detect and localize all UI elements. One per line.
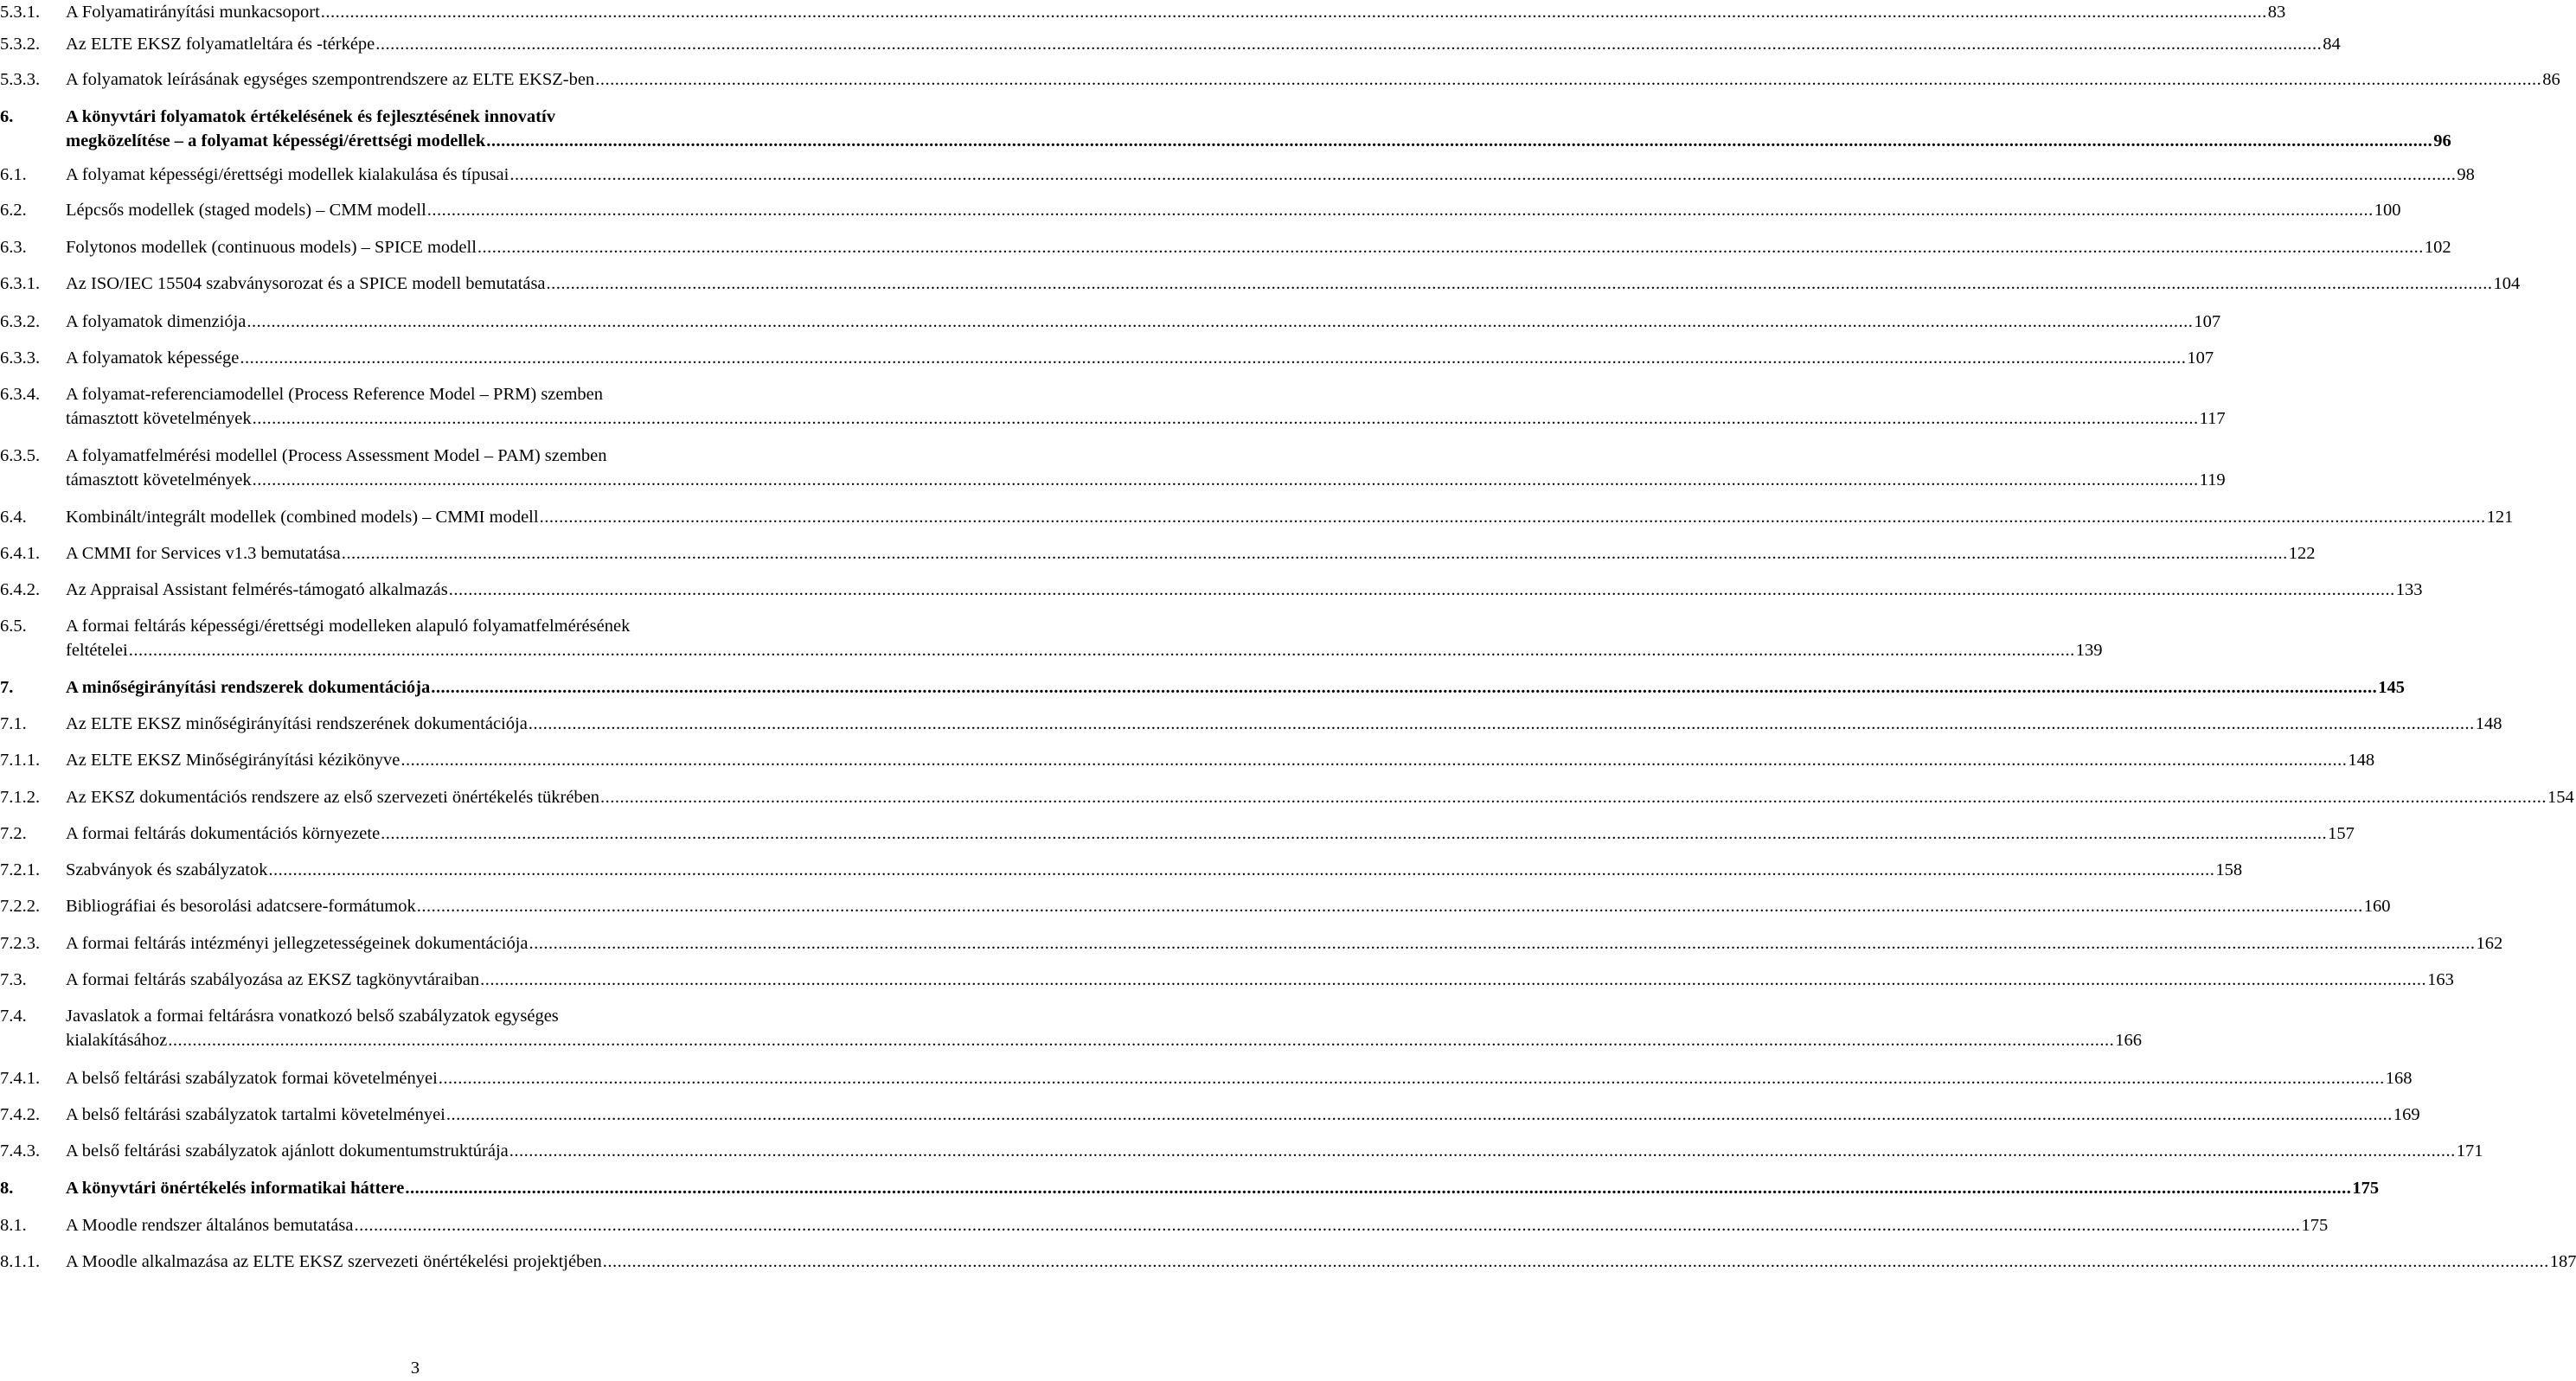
- toc-entry-page: 122: [2288, 544, 2316, 563]
- dot-leader: ................................................................................................................................................................................................................................................................................................................................................................................................................: [252, 409, 2199, 428]
- toc-entry[interactable]: [0, 310, 2221, 334]
- toc-entry-number: 7.2.3.: [0, 934, 41, 953]
- toc-entry-title: A folyamatfelmérési modellel (Process Assessment Model – PAM) szemben: [66, 446, 607, 465]
- toc-entry-number: 7.4.1.: [0, 1069, 41, 1088]
- toc-entry-page: 175: [2301, 1216, 2329, 1235]
- toc-entry[interactable]: [0, 32, 2341, 56]
- toc-entry-title: A Folyamatirányítási munkacsoport: [66, 3, 320, 22]
- toc-entry-title: Kombinált/integrált modellek (combined models) – CMMI modell: [66, 508, 539, 527]
- toc-entry-number: 7.: [0, 678, 14, 697]
- dot-leader: ................................................................................................................................................................................................................................................................................................................................................................................................................: [529, 934, 2476, 953]
- toc-entry-number: 6.3.5.: [0, 446, 41, 465]
- toc-entry-page: 84: [2323, 35, 2341, 54]
- toc-entry-page: 154: [2547, 788, 2574, 807]
- dot-leader: ................................................................................................................................................................................................................................................................................................................................................................................................................: [438, 1069, 2385, 1088]
- toc-entry-title: Az ISO/IEC 15504 szabványsorozat és a SPICE modell bemutatása: [66, 274, 546, 293]
- toc-entry-page: 158: [2215, 860, 2243, 879]
- toc-entry-number: 7.4.: [0, 1007, 27, 1026]
- dot-leader: ................................................................................................................................................................................................................................................................................................................................................................................................................: [268, 860, 2215, 879]
- toc-entry-number: 7.1.1.: [0, 751, 41, 770]
- toc-entry-number: 6.: [0, 107, 14, 126]
- toc-entry-title: Az ELTE EKSZ minőségirányítási rendszerének dokumentációja: [66, 714, 528, 733]
- toc-entry[interactable]: [0, 578, 2423, 602]
- toc-entry-number: 8.1.1.: [0, 1252, 41, 1271]
- toc-entry[interactable]: [0, 444, 2226, 492]
- dot-leader: ................................................................................................................................................................................................................................................................................................................................................................................................................: [354, 1216, 2301, 1235]
- toc-entry[interactable]: [0, 894, 2391, 918]
- toc-entry-number: 6.3.1.: [0, 274, 41, 293]
- toc-entry-title: A könyvtári folyamatok értékelésének és fejlesztésének innovatív: [66, 107, 555, 126]
- toc-entry-title: A folyamatok leírásának egységes szempontrendszere az ELTE EKSZ-ben: [66, 70, 595, 89]
- toc-entry[interactable]: [0, 675, 2405, 700]
- dot-leader: ................................................................................................................................................................................................................................................................................................................................................................................................................: [448, 580, 2395, 599]
- toc-entry-title: A formai feltárás szabályozása az EKSZ tagkönyvtáraiban: [66, 970, 480, 989]
- toc-entry-title: A könyvtári önértékelés informatikai háttere: [66, 1179, 405, 1198]
- dot-leader: ................................................................................................................................................................................................................................................................................................................................................................................................................: [546, 274, 2493, 293]
- toc-entry-number: 7.2.2.: [0, 897, 41, 916]
- toc-entry[interactable]: [0, 541, 2316, 566]
- toc-entry-number: 6.1.: [0, 165, 27, 184]
- toc-entry-title: támasztott követelmények: [66, 409, 252, 428]
- dot-leader: ................................................................................................................................................................................................................................................................................................................................................................................................................: [405, 1179, 2352, 1198]
- toc-entry[interactable]: [0, 1103, 2420, 1127]
- toc-entry-title: A belső feltárási szabályzatok formai követelményei: [66, 1069, 438, 1088]
- toc-entry[interactable]: [0, 105, 2451, 153]
- toc-entry[interactable]: [0, 1139, 2483, 1163]
- toc-entry-page: 104: [2493, 274, 2521, 293]
- dot-leader: ................................................................................................................................................................................................................................................................................................................................................................................................................: [247, 312, 2194, 331]
- toc-entry[interactable]: [0, 931, 2503, 956]
- toc-entry-number: 7.4.3.: [0, 1141, 41, 1160]
- toc-entry[interactable]: [0, 1004, 2143, 1052]
- toc-entry[interactable]: [0, 67, 2560, 92]
- toc-entry-page: 100: [2374, 201, 2401, 220]
- toc-entry-number: 8.1.: [0, 1216, 27, 1235]
- toc-entry-page: 157: [2328, 824, 2355, 843]
- toc-entry-title: támasztott követelmények: [66, 470, 252, 489]
- toc-entry-title: Szabványok és szabályzatok: [66, 860, 268, 879]
- toc-entry-title: A formai feltárás képességi/érettségi modelleken alapuló folyamatfelmérésének: [66, 617, 631, 636]
- toc-entry[interactable]: [0, 272, 2521, 296]
- toc-entry-number: 7.3.: [0, 970, 27, 989]
- toc-entry-title: A folyamat képességi/érettségi modellek kialakulása és típusai: [66, 165, 509, 184]
- toc-entry-page: 86: [2542, 70, 2560, 89]
- dot-leader: ................................................................................................................................................................................................................................................................................................................................................................................................................: [528, 714, 2475, 733]
- toc-entry-title: Bibliográfiai és besorolási adatcsere-formátumok: [66, 897, 416, 916]
- toc-entry-title: A folyamatok dimenziója: [66, 312, 247, 331]
- dot-leader: ................................................................................................................................................................................................................................................................................................................................................................................................................: [252, 470, 2199, 489]
- dot-leader: ................................................................................................................................................................................................................................................................................................................................................................................................................: [431, 678, 2378, 697]
- toc-entry-page: 166: [2115, 1031, 2143, 1050]
- dot-leader: ................................................................................................................................................................................................................................................................................................................................................................................................................: [426, 201, 2374, 220]
- toc-entry-page: 139: [2075, 641, 2103, 660]
- toc-entry-number: 6.3.: [0, 238, 27, 257]
- toc-entry[interactable]: [0, 1066, 2413, 1090]
- dot-leader: ................................................................................................................................................................................................................................................................................................................................................................................................................: [320, 3, 2267, 22]
- toc-entry-title: A folyamat-referenciamodellel (Process Reference Model – PRM) szemben: [66, 385, 604, 404]
- toc-entry-title: A folyamatok képessége: [66, 348, 240, 368]
- toc-entry-title: Folytonos modellek (continuous models) – SPICE modell: [66, 238, 477, 257]
- dot-leader: ................................................................................................................................................................................................................................................................................................................................................................................................................: [341, 544, 2288, 563]
- toc-entry-title: kialakításához: [66, 1031, 168, 1050]
- toc-entry-page: 171: [2456, 1141, 2483, 1160]
- toc-entry-page: 169: [2393, 1105, 2420, 1124]
- toc-entry-title: Az ELTE EKSZ folyamatleltára és -térképe: [66, 35, 375, 54]
- dot-leader: ................................................................................................................................................................................................................................................................................................................................................................................................................: [381, 824, 2328, 843]
- toc-entry-title: A Moodle rendszer általános bemutatása: [66, 1216, 354, 1235]
- toc-entry-number: 6.4.: [0, 508, 27, 527]
- dot-leader: ................................................................................................................................................................................................................................................................................................................................................................................................................: [477, 238, 2424, 257]
- dot-leader: ................................................................................................................................................................................................................................................................................................................................................................................................................: [128, 641, 2075, 660]
- toc-entry-number: 7.1.2.: [0, 788, 41, 807]
- toc-entry[interactable]: [0, 1250, 2576, 1274]
- page-number: 3: [410, 1359, 420, 1378]
- dot-leader: ................................................................................................................................................................................................................................................................................................................................................................................................................: [480, 970, 2427, 989]
- toc-entry-title: A CMMI for Services v1.3 bemutatása: [66, 544, 341, 563]
- toc-entry-number: 6.3.4.: [0, 385, 41, 404]
- toc-entry[interactable]: [0, 0, 2286, 24]
- dot-leader: ................................................................................................................................................................................................................................................................................................................................................................................................................: [486, 131, 2433, 150]
- dot-leader: ................................................................................................................................................................................................................................................................................................................................................................................................................: [375, 35, 2323, 54]
- toc-entry-number: 6.2.: [0, 201, 27, 220]
- toc-entry[interactable]: [0, 712, 2502, 736]
- toc-entry-number: 5.3.1.: [0, 3, 41, 22]
- toc-entry-title: A belső feltárási szabályzatok tartalmi követelményei: [66, 1105, 445, 1124]
- toc-entry[interactable]: [0, 235, 2451, 259]
- toc-entry[interactable]: [0, 968, 2454, 992]
- toc-entry-page: 119: [2199, 470, 2226, 489]
- toc-entry-page: 187: [2549, 1252, 2576, 1271]
- toc-entry-page: 162: [2476, 934, 2503, 953]
- toc-entry[interactable]: [0, 822, 2355, 846]
- toc-entry-number: 8.: [0, 1179, 14, 1198]
- toc-entry-page: 148: [2348, 751, 2375, 770]
- toc-entry-number: 6.4.2.: [0, 580, 41, 599]
- toc-entry-page: 98: [2457, 165, 2475, 184]
- dot-leader: ................................................................................................................................................................................................................................................................................................................................................................................................................: [445, 1105, 2393, 1124]
- toc-entry[interactable]: [0, 505, 2514, 529]
- toc-entry[interactable]: [0, 614, 2103, 662]
- toc-entry-number: 6.4.1.: [0, 544, 41, 563]
- dot-leader: ................................................................................................................................................................................................................................................................................................................................................................................................................: [595, 70, 2542, 89]
- toc-entry-page: 148: [2475, 714, 2502, 733]
- toc-entry-number: 7.1.: [0, 714, 27, 733]
- toc-entry-page: 107: [2187, 348, 2214, 368]
- toc-entry[interactable]: [0, 198, 2401, 222]
- toc-entry[interactable]: [0, 785, 2574, 809]
- toc-entry-page: 102: [2424, 238, 2451, 257]
- toc-entry-page: 121: [2486, 508, 2514, 527]
- toc-entry[interactable]: [0, 346, 2214, 370]
- toc-entry-page: 107: [2194, 312, 2221, 331]
- toc-entry-title: A Moodle alkalmazása az ELTE EKSZ szervezeti önértékelési projektjében: [66, 1252, 602, 1271]
- toc-entry-title: Az EKSZ dokumentációs rendszere az első szervezeti önértékelés tükrében: [66, 788, 600, 807]
- toc-entry-title: A formai feltárás dokumentációs környezete: [66, 824, 381, 843]
- toc-entry-number: 7.2.1.: [0, 860, 41, 879]
- toc-entry-title: A minőségirányítási rendszerek dokumentációja: [66, 678, 431, 697]
- dot-leader: ................................................................................................................................................................................................................................................................................................................................................................................................................: [509, 1141, 2456, 1160]
- dot-leader: ................................................................................................................................................................................................................................................................................................................................................................................................................: [240, 348, 2187, 368]
- toc-entry[interactable]: [0, 382, 2226, 431]
- toc-entry-page: 145: [2378, 678, 2405, 697]
- toc-entry-page: 160: [2363, 897, 2391, 916]
- toc-entry-page: 96: [2433, 131, 2451, 150]
- toc-entry-page: 175: [2352, 1179, 2380, 1198]
- toc-entry-page: 163: [2427, 970, 2454, 989]
- dot-leader: ................................................................................................................................................................................................................................................................................................................................................................................................................: [509, 165, 2457, 184]
- toc-entry-number: 6.3.2.: [0, 312, 41, 331]
- toc-entry-title: Lépcsős modellek (staged models) – CMM modell: [66, 201, 426, 220]
- toc-entry-number: 5.3.2.: [0, 35, 41, 54]
- dot-leader: ................................................................................................................................................................................................................................................................................................................................................................................................................: [400, 751, 2348, 770]
- toc-entry-title: Javaslatok a formai feltárásra vonatkozó belső szabályzatok egységes: [66, 1007, 559, 1026]
- toc-entry-number: 6.5.: [0, 617, 27, 636]
- dot-leader: ................................................................................................................................................................................................................................................................................................................................................................................................................: [539, 508, 2486, 527]
- toc-entry-title: megközelítése – a folyamat képességi/érettségi modellek: [66, 131, 486, 150]
- toc-entry-number: 7.2.: [0, 824, 27, 843]
- toc-entry-title: Az ELTE EKSZ Minőségirányítási kézikönyve: [66, 751, 400, 770]
- toc-entry[interactable]: [0, 1213, 2329, 1237]
- toc-entry-number: 5.3.3.: [0, 70, 41, 89]
- toc-entry-title: Az Appraisal Assistant felmérés-támogató alkalmazás: [66, 580, 448, 599]
- toc-entry-page: 168: [2385, 1069, 2413, 1088]
- toc-entry[interactable]: [0, 163, 2475, 187]
- dot-leader: ................................................................................................................................................................................................................................................................................................................................................................................................................: [416, 897, 2363, 916]
- toc-entry[interactable]: [0, 858, 2243, 882]
- toc-entry-number: 7.4.2.: [0, 1105, 41, 1124]
- dot-leader: ................................................................................................................................................................................................................................................................................................................................................................................................................: [168, 1031, 2115, 1050]
- toc-entry[interactable]: [0, 1176, 2380, 1200]
- toc-entry-title: A belső feltárási szabályzatok ajánlott dokumentumstruktúrája: [66, 1141, 509, 1160]
- toc-entry-title: A formai feltárás intézményi jellegzetességeinek dokumentációja: [66, 934, 529, 953]
- toc-entry-page: 133: [2395, 580, 2423, 599]
- dot-leader: ................................................................................................................................................................................................................................................................................................................................................................................................................: [602, 1252, 2549, 1271]
- toc-entry-title: feltételei: [66, 641, 128, 660]
- toc-entry-page: 117: [2199, 409, 2226, 428]
- toc-entry[interactable]: [0, 748, 2375, 772]
- toc-entry-number: 6.3.3.: [0, 348, 41, 368]
- dot-leader: ................................................................................................................................................................................................................................................................................................................................................................................................................: [600, 788, 2547, 807]
- toc-entry-page: 83: [2267, 3, 2286, 22]
